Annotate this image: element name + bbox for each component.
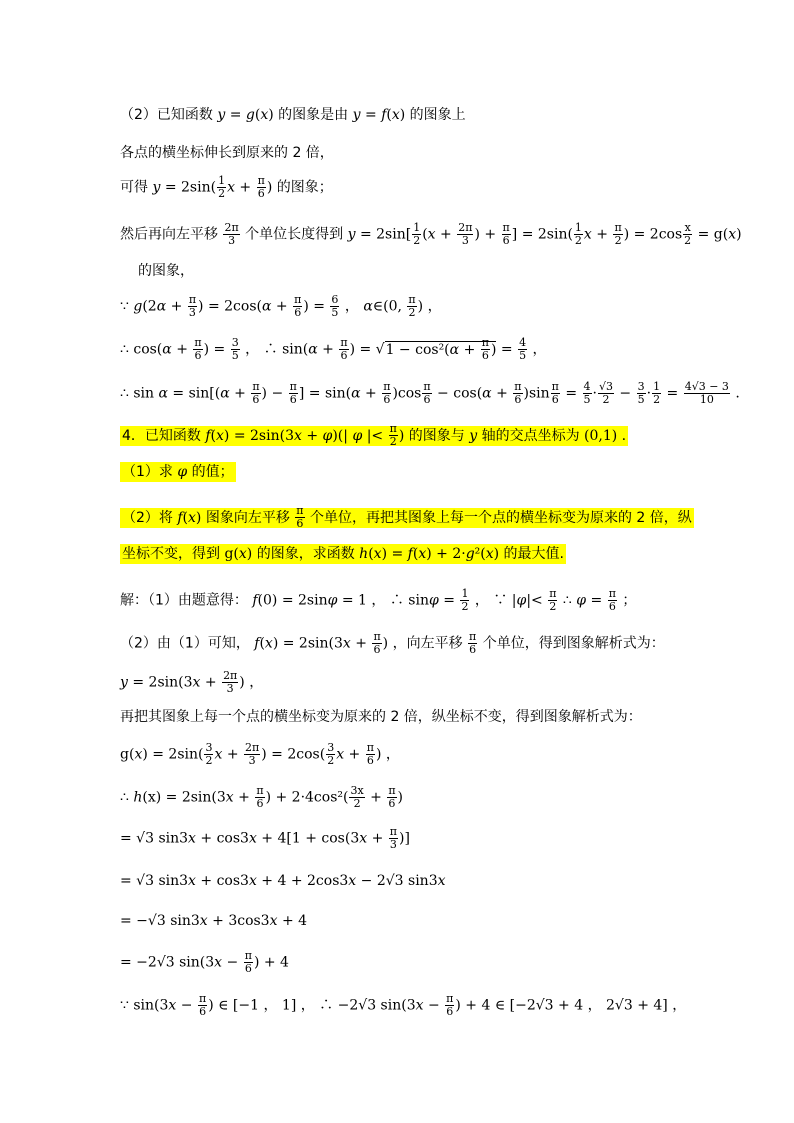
problem-4-part-2-cont: 坐标不变，得到 g(x) 的图象，求函数 h(x) = f(x) + 2·g²(x) 的最大值. bbox=[122, 546, 565, 562]
problem-4-part-2: （2）将 f(x) 图象向左平移 $\frac{\pi}{6}$ 个单位，再把其图象上每一个点的横坐标变为原来的 2 倍，纵 bbox=[122, 504, 692, 530]
text-line: = √3 sin3x + cos3x + 4 + 2cos3x − 2√3 sin3x bbox=[120, 873, 446, 889]
text-line: g(x) = 2sin( $\frac{3}{2}$ x + $\frac{2\pi}{3}$ ) = 2cos( $\frac{3}{2}$ x + $\frac{\pi}{6}$ ) ， bbox=[120, 741, 400, 767]
text-line: ∴ cos(α + $\frac{\pi}{6}$ ) = $\frac{3}{5}$ ， ∴ sin(α + $\frac{\pi}{6}$ ) = √1 − cos²(α + $\frac{\pi}{6}$ ) = $\frac{4}{5}$ ， bbox=[120, 336, 547, 362]
text-line: ∴ h(x) = 2sin(3x + $\frac{\pi}{6}$ ) + 2·4cos²( $\frac{3x}{2}$ + $\frac{\pi}{6}$ ) bbox=[120, 784, 404, 810]
text-line: ∴ sin α = sin[(α + $\frac{\pi}{6}$ ) − $\frac{\pi}{6}$ ] = sin(α + $\frac{\pi}{6}$ )cos $\frac{\pi}{6}$ − cos(α + $\frac{\pi}{6}$ )sin $\frac{\pi}{6}$ = $\frac{4}{5}$ · $\frac{√3}{2}$ − $\frac{3}{5}$ · $\frac{1}{2}$ = $\frac{4√3 - 3}{10}$ . bbox=[120, 380, 740, 406]
text-line: = √3 sin3x + cos3x + 4[1 + cos(3x + $\frac{\pi}{3}$ )] bbox=[120, 825, 410, 851]
text-line: 可得 y = 2sin( $\frac{1}{2}$ x + $\frac{\pi}{6}$ ) 的图象； bbox=[120, 174, 333, 200]
text-line: 各点的横坐标伸长到原来的 2 倍， bbox=[120, 145, 334, 161]
text-line: = −√3 sin3x + 3cos3x + 4 bbox=[120, 913, 308, 929]
text-line: 解：（1）由题意得： f(0) = 2sinφ = 1 ， ∴ sinφ = $\frac{1}{2}$ ， ∵ |φ|< $\frac{\pi}{2}$ ∴ φ = $\frac{\pi}{6}$ ； bbox=[120, 587, 637, 613]
problem-4-part-1: （1）求 φ 的值； bbox=[122, 464, 234, 480]
text-line: 然后再向左平移 $\frac{2\pi}{3}$ 个单位长度得到 y = 2sin[ $\frac{1}{2}$ (x + $\frac{2\pi}{3}$ ) + $\frac{\pi}{6}$ ] = 2sin( $\frac{1}{2}$ x + $\frac{\pi}{2}$ ) = 2cos $\frac{x}{2}$ = g(x) bbox=[120, 221, 742, 247]
text-line: = −2√3 sin(3x − $\frac{\pi}{6}$ ) + 4 bbox=[120, 949, 289, 975]
text-line: 再把其图象上每一个点的横坐标变为原来的 2 倍，纵坐标不变，得到图象解析式为： bbox=[120, 709, 642, 725]
text-line: （2）已知函数 y = g(x) 的图象是由 y = f(x) 的图象上 bbox=[120, 107, 466, 123]
text-line: y = 2sin(3x + $\frac{2\pi}{3}$ ) ， bbox=[120, 669, 264, 695]
text-line: ∵ g(2α + $\frac{\pi}{3}$ ) = 2cos(α + $\frac{\pi}{6}$ ) = $\frac{6}{5}$ ， α∈(0, $\frac{\pi}{2}$ ) ， bbox=[120, 293, 442, 319]
text-line: ∵ sin(3x − $\frac{\pi}{6}$ ) ∈ [−1 ， 1] ， ∴ −2√3 sin(3x − $\frac{\pi}{6}$ ) + 4 ∈ [−2√3 + 4 ， 2√3 + 4] ， bbox=[120, 992, 687, 1018]
text-line: 的图象， bbox=[138, 263, 194, 279]
problem-4-statement: 4．已知函数 f(x) = 2sin(3x + φ)(| φ |< $\frac{\pi}{2}$ ) 的图象与 y 轴的交点坐标为 (0,1) . bbox=[122, 422, 627, 448]
text-line: （2）由（1）可知， f(x) = 2sin(3x + $\frac{\pi}{6}$ ) ，向左平移 $\frac{\pi}{6}$ 个单位，得到图象解析式为： bbox=[120, 630, 665, 656]
